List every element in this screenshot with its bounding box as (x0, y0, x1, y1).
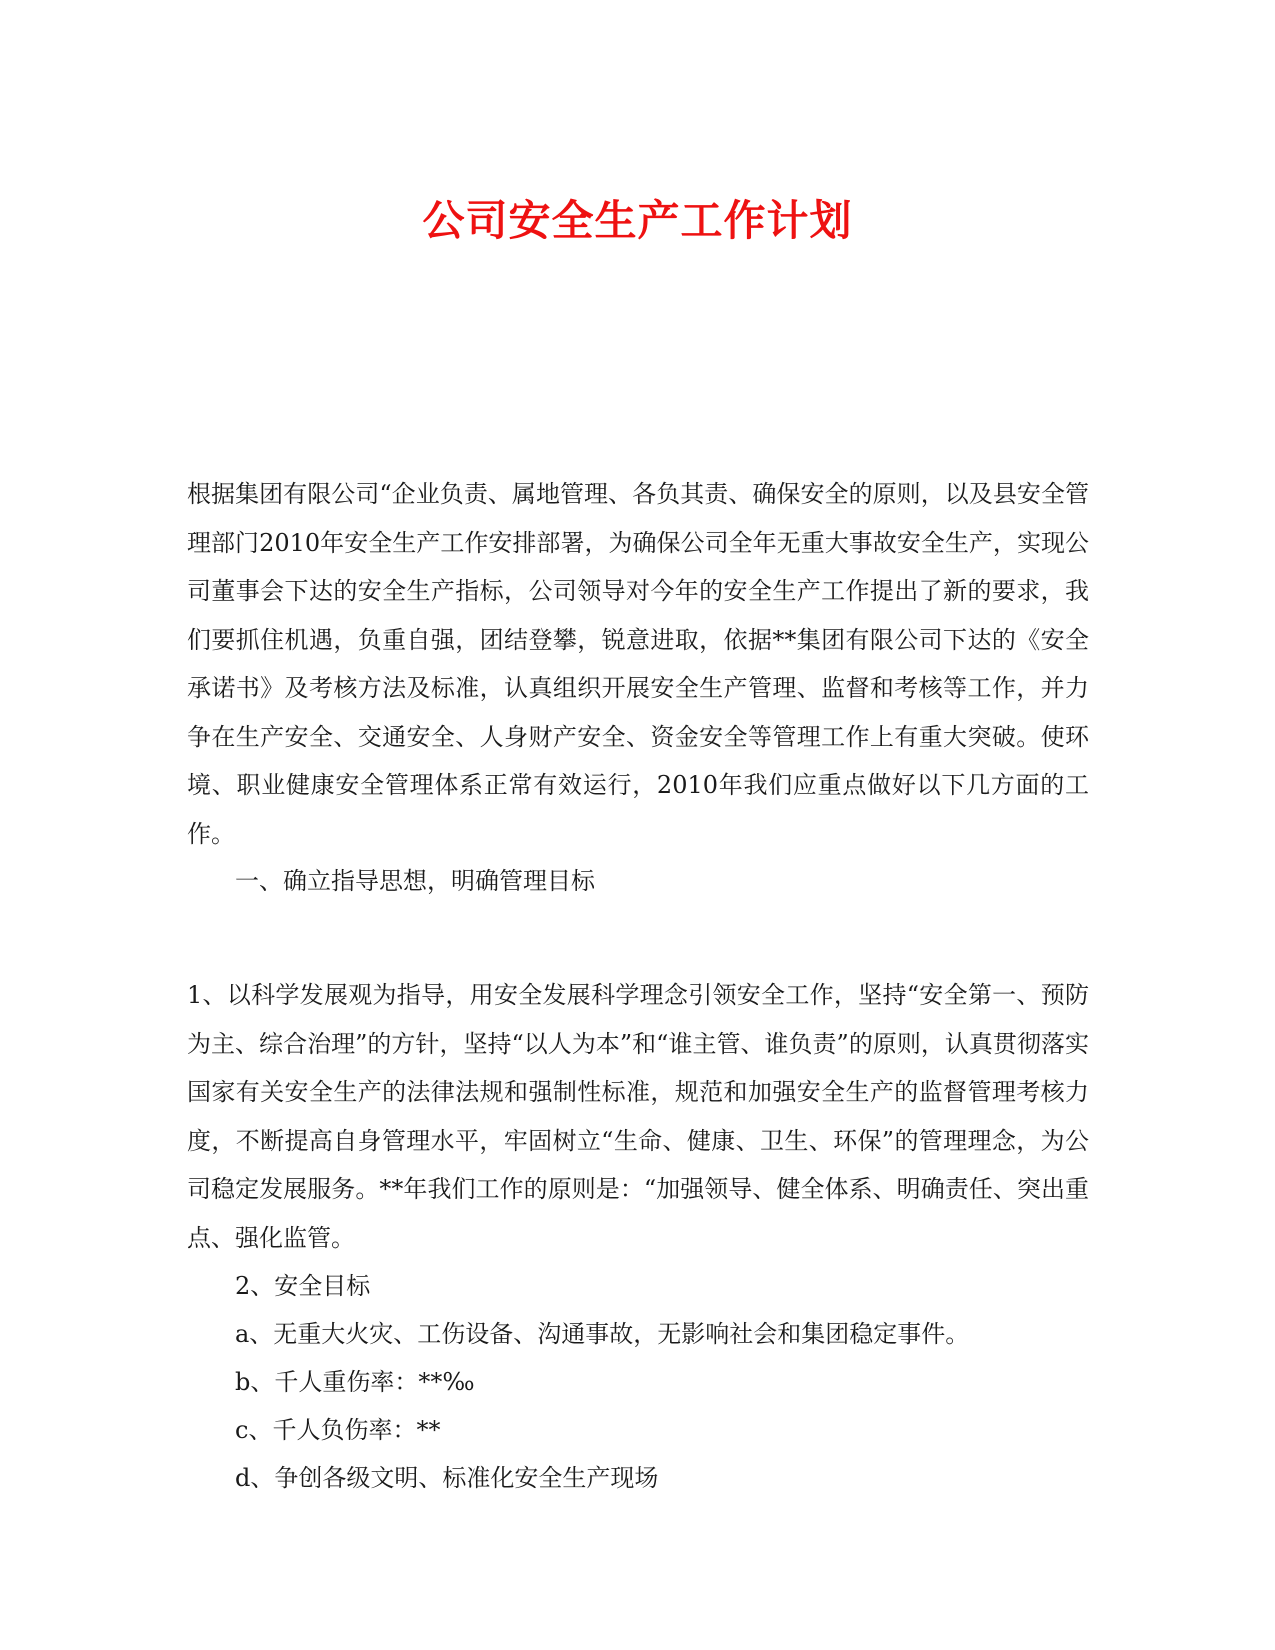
goal-item-d: d、争创各级文明、标准化安全生产现场 (235, 1464, 659, 1492)
point-1-paragraph: 1、以科学发展观为指导，用安全发展科学理念引领安全工作，坚持“安全第一、预防为主、综合治理”的方针，坚持“以人为本”和“谁主管、谁负责”的原则，认真贯彻落实国家有关安全生产的法律法规和强制性标准，规范和加强安全生产的监督管理考核力度，不断提高自身管理水平，牢固树立“生命、健康、卫生、环保”的管理理念，为公司稳定发展服务。**年我们工作的原则是：“加强领导、健全体系、明确责任、突出重点、强化监管。 (187, 981, 1089, 1252)
section-heading: 一、确立指导思想，明确管理目标 (235, 867, 595, 895)
goal-item-c: c、千人负伤率：** (235, 1416, 441, 1444)
goal-item-a: a、无重大火灾、工伤设备、沟通事故，无影响社会和集团稳定事件。 (235, 1320, 970, 1348)
point-2-heading: 2、安全目标 (235, 1272, 371, 1300)
goal-item-b: b、千人重伤率：**‰ (235, 1368, 475, 1396)
intro-paragraph: 根据集团有限公司“企业负责、属地管理、各负其责、确保安全的原则，以及县安全管理部门2010年安全生产工作安排部署，为确保公司全年无重大事故安全生产，实现公司董事会下达的安全生产指标，公司领导对今年的安全生产工作提出了新的要求，我们要抓住机遇，负重自强，团结登攀，锐意进取，依据**集团有限公司下达的《安全承诺书》及考核方法及标准，认真组织开展安全生产管理、监督和考核等工作，并力争在生产安全、交通安全、人身财产安全、资金安全等管理工作上有重大突破。使环境、职业健康安全管理体系正常有效运行，2010年我们应重点做好以下几方面的工作。 (187, 480, 1089, 848)
document-title: 公司安全生产工作计划 (422, 196, 853, 246)
